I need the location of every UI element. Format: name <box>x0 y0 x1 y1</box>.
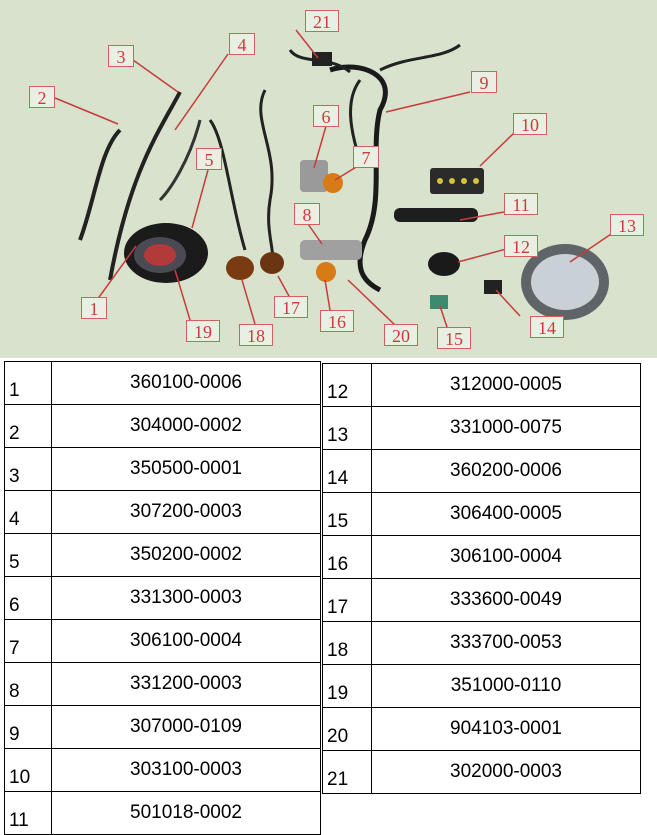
part-code-cell: 312000-0005 <box>372 364 641 407</box>
part-code-cell: 333600-0049 <box>372 579 641 622</box>
callout-17: 17 <box>274 296 308 318</box>
part-number-cell: 13 <box>323 407 372 450</box>
part-number-cell: 19 <box>323 665 372 708</box>
part-code-cell: 307000-0109 <box>52 706 321 749</box>
part-number-cell: 12 <box>323 364 372 407</box>
callout-1: 1 <box>81 297 107 319</box>
callout-16: 16 <box>320 310 354 332</box>
part-code-cell: 904103-0001 <box>372 708 641 751</box>
part-number-cell: 11 <box>5 792 52 835</box>
callout-12: 12 <box>504 235 538 257</box>
part-code-cell: 501018-0002 <box>52 792 321 835</box>
part-code-cell: 331200-0003 <box>52 663 321 706</box>
part-number-cell: 21 <box>323 751 372 794</box>
part-code-cell: 304000-0002 <box>52 405 321 448</box>
table-row <box>323 622 641 665</box>
part-number-cell: 4 <box>5 491 52 534</box>
part-code-cell: 306100-0004 <box>52 620 321 663</box>
table-row <box>323 407 641 450</box>
parts-table-right <box>322 363 641 794</box>
callout-11: 11 <box>504 193 538 215</box>
table-row <box>5 534 321 577</box>
part-code-cell: 302000-0003 <box>372 751 641 794</box>
table-row <box>323 364 641 407</box>
table-row <box>5 405 321 448</box>
part-code-cell: 306100-0004 <box>372 536 641 579</box>
part-number-cell: 15 <box>323 493 372 536</box>
part-number-cell: 16 <box>323 536 372 579</box>
callout-5: 5 <box>196 148 222 170</box>
parts-photo <box>0 0 657 358</box>
part-number-cell: 1 <box>5 362 52 405</box>
callout-20: 20 <box>384 324 418 346</box>
table-row <box>5 577 321 620</box>
part-number-cell: 2 <box>5 405 52 448</box>
callout-19: 19 <box>186 320 220 342</box>
table-row <box>5 663 321 706</box>
part-code-cell: 331300-0003 <box>52 577 321 620</box>
part-number-cell: 17 <box>323 579 372 622</box>
callout-4: 4 <box>229 33 255 55</box>
part-code-cell: 331000-0075 <box>372 407 641 450</box>
part-code-cell: 350200-0002 <box>52 534 321 577</box>
table-row <box>323 450 641 493</box>
part-number-cell: 18 <box>323 622 372 665</box>
table-row <box>323 493 641 536</box>
part-number-cell: 10 <box>5 749 52 792</box>
callout-18: 18 <box>239 324 273 346</box>
part-number-cell: 6 <box>5 577 52 620</box>
part-code-cell: 333700-0053 <box>372 622 641 665</box>
callout-10: 10 <box>513 113 547 135</box>
part-code-cell: 350500-0001 <box>52 448 321 491</box>
callout-13: 13 <box>610 214 644 236</box>
table-row <box>5 491 321 534</box>
table-row <box>323 579 641 622</box>
part-code-cell: 303100-0003 <box>52 749 321 792</box>
callout-7: 7 <box>353 146 379 168</box>
part-number-cell: 20 <box>323 708 372 751</box>
part-number-cell: 7 <box>5 620 52 663</box>
table-row <box>323 536 641 579</box>
part-code-cell: 307200-0003 <box>52 491 321 534</box>
callout-6: 6 <box>313 105 339 127</box>
table-row <box>323 665 641 708</box>
table-row <box>5 749 321 792</box>
part-number-cell: 3 <box>5 448 52 491</box>
table-row <box>5 448 321 491</box>
callout-8: 8 <box>294 203 320 225</box>
callout-2: 2 <box>29 86 55 108</box>
table-row <box>323 708 641 751</box>
table-row <box>5 620 321 663</box>
table-row <box>5 362 321 405</box>
part-code-cell: 360200-0006 <box>372 450 641 493</box>
part-number-cell: 9 <box>5 706 52 749</box>
part-code-cell: 351000-0110 <box>372 665 641 708</box>
callout-21: 21 <box>305 10 339 32</box>
table-row <box>5 792 321 835</box>
callout-9: 9 <box>471 71 497 93</box>
parts-table-left <box>4 361 321 835</box>
part-number-cell: 8 <box>5 663 52 706</box>
callout-3: 3 <box>108 45 134 67</box>
callout-14: 14 <box>530 316 564 338</box>
part-code-cell: 360100-0006 <box>52 362 321 405</box>
part-number-cell: 5 <box>5 534 52 577</box>
part-number-cell: 14 <box>323 450 372 493</box>
part-code-cell: 306400-0005 <box>372 493 641 536</box>
callout-15: 15 <box>437 327 471 349</box>
table-row <box>323 751 641 794</box>
table-row <box>5 706 321 749</box>
